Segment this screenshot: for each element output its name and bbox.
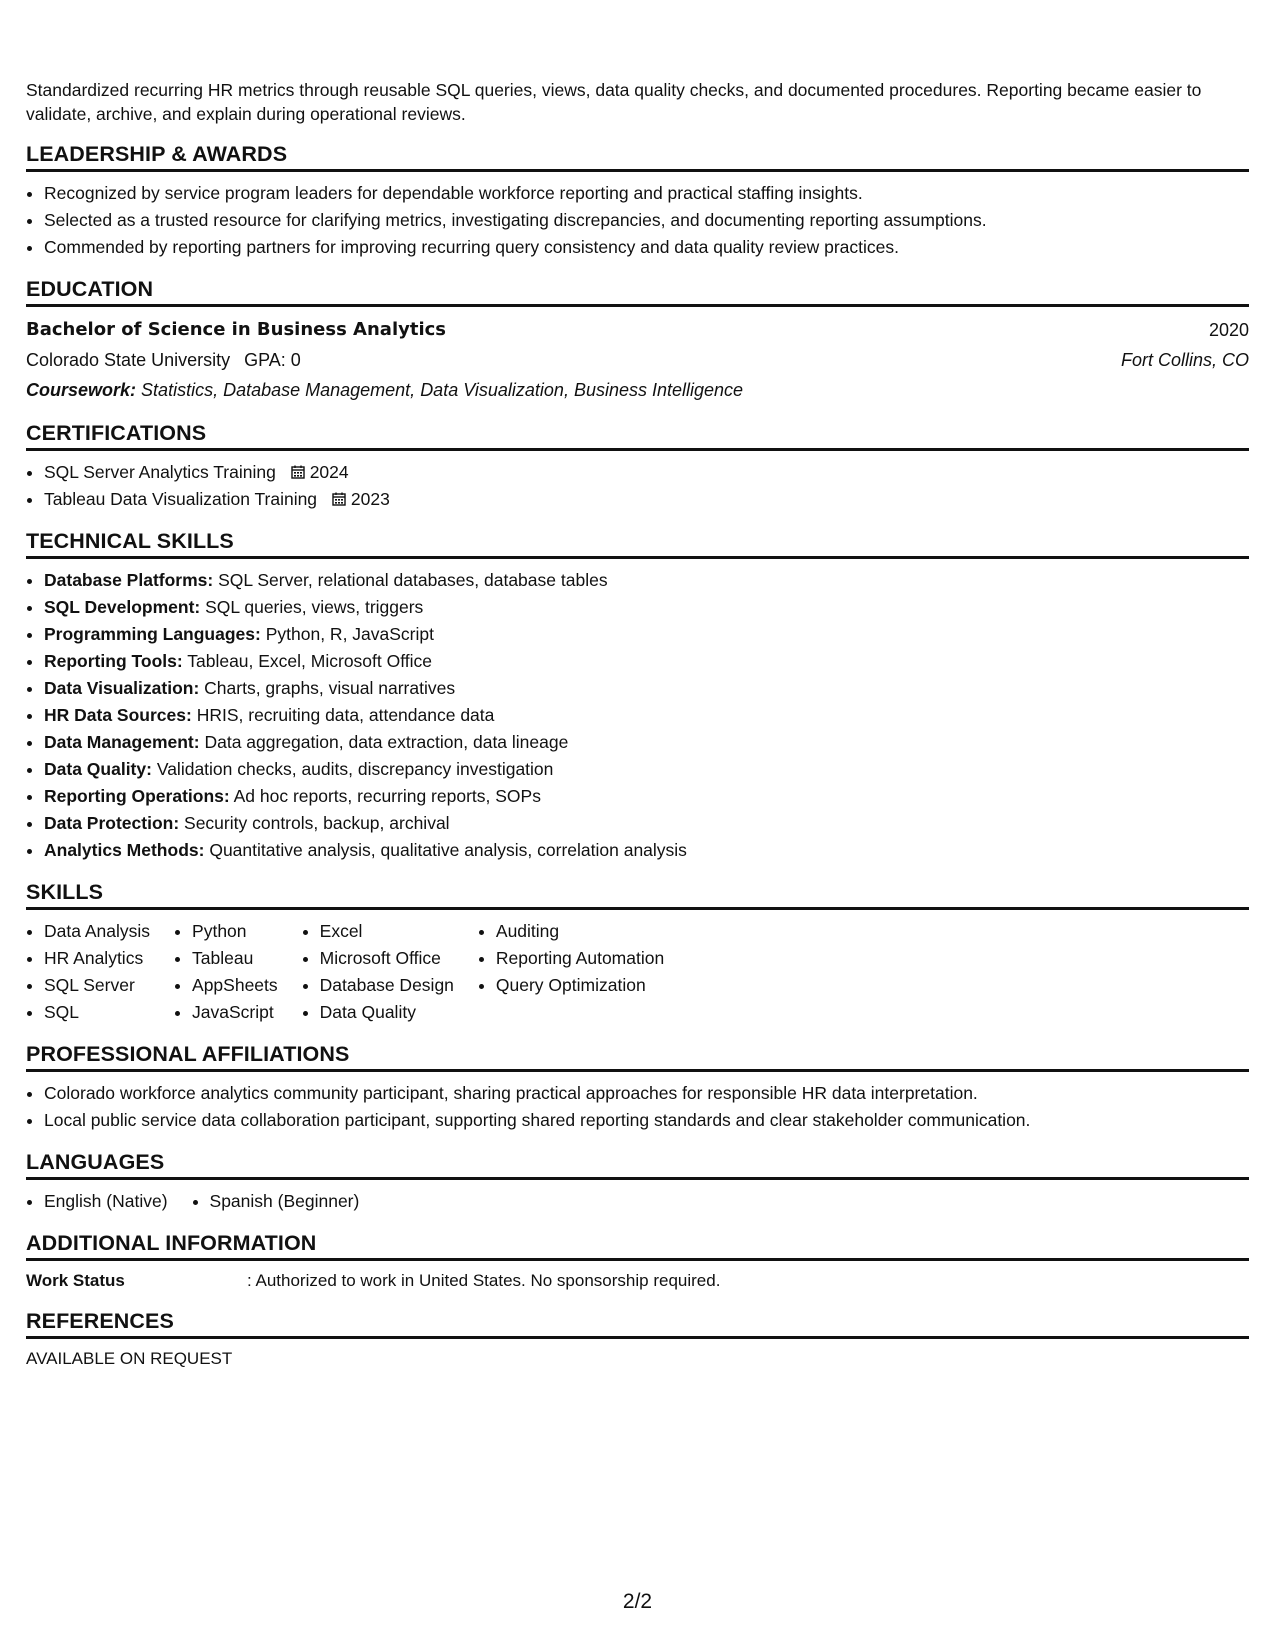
section-title-certifications: CERTIFICATIONS (26, 421, 1249, 451)
certifications-list (26, 459, 1249, 513)
section-title-affiliations: PROFESSIONAL AFFILIATIONS (26, 1042, 1249, 1072)
skill-category: Data Visualization: (44, 678, 200, 698)
work-status-value: : Authorized to work in United States. No sponsorship required. (247, 1271, 721, 1290)
skills-column (302, 918, 454, 1026)
skill-values: HRIS, recruiting data, attendance data (196, 705, 495, 725)
list-item: • Database Design (320, 972, 454, 999)
list-item: • HR Analytics (44, 945, 150, 972)
skill-values: Charts, graphs, visual narratives (204, 678, 456, 698)
graduation-year: 2020 (1208, 320, 1249, 340)
skill-values: Tableau, Excel, Microsoft Office (187, 651, 433, 671)
references-section (26, 1309, 1249, 1369)
resume-page (26, 78, 1249, 1369)
skill-category: Database Platforms: (44, 570, 214, 590)
list-item: • Python (192, 918, 278, 945)
section-title-technical-skills: TECHNICAL SKILLS (26, 529, 1249, 559)
languages-section (26, 1150, 1249, 1215)
certification-year: 2023 (350, 489, 390, 509)
skill-values: SQL Server, relational databases, database tables (218, 570, 608, 590)
list-item: • Selected as a trusted resource for clarifying metrics, investigating discrepancies, and documenting reporting assumptions. (44, 207, 1249, 234)
degree-name: Bachelor of Science in Business Analytics (26, 319, 447, 340)
list-item (44, 459, 1249, 486)
technical-skills-section (26, 529, 1249, 864)
list-item: • SQL Server (44, 972, 150, 999)
skill-category: Programming Languages: (44, 624, 261, 644)
certifications-section (26, 421, 1249, 513)
list-item: • Data Quality (320, 999, 454, 1026)
affiliations-list (26, 1080, 1249, 1134)
list-item: • Spanish (Beginner) (210, 1188, 360, 1215)
skills-column (174, 918, 278, 1026)
list-item: • English (Native) (44, 1188, 168, 1215)
skill-category: Reporting Operations: (44, 786, 230, 806)
list-item (44, 675, 1249, 702)
skills-section (26, 880, 1249, 1026)
gpa: GPA: 0 (244, 350, 301, 370)
school-location: Fort Collins, CO (1120, 350, 1249, 370)
list-item (44, 594, 1249, 621)
list-item: • AppSheets (192, 972, 278, 999)
technical-skills-list (26, 567, 1249, 864)
certification-name: Tableau Data Visualization Training (44, 489, 318, 509)
affiliations-section (26, 1042, 1249, 1134)
school-name: Colorado State University (26, 350, 231, 370)
work-status-label: Work Status (26, 1271, 125, 1290)
list-item (44, 702, 1249, 729)
certification-name: SQL Server Analytics Training (44, 462, 276, 482)
list-item: • JavaScript (192, 999, 278, 1026)
section-title-additional-info: ADDITIONAL INFORMATION (26, 1231, 1249, 1261)
section-title-references: REFERENCES (26, 1309, 1249, 1339)
calendar-icon (332, 492, 346, 506)
list-item (44, 837, 1249, 864)
list-item (44, 648, 1249, 675)
skill-values: Security controls, backup, archival (184, 813, 450, 833)
list-item (44, 756, 1249, 783)
additional-info-section (26, 1231, 1249, 1293)
references-text: AVAILABLE ON REQUEST (26, 1349, 233, 1368)
list-item (44, 621, 1249, 648)
list-item: • SQL (44, 999, 150, 1026)
list-item: • Colorado workforce analytics community participant, sharing practical approaches for responsible HR data interpretation. (44, 1080, 1249, 1107)
list-item: • Query Optimization (496, 972, 664, 999)
certification-year: 2024 (309, 462, 349, 482)
coursework-list: Statistics, Database Management, Data Visualization, Business Intelligence (141, 380, 744, 400)
list-item: • Tableau (192, 945, 278, 972)
education-degree-row (26, 315, 1249, 345)
leadership-section (26, 142, 1249, 261)
list-item (44, 729, 1249, 756)
list-item: • Recognized by service program leaders for dependable workforce reporting and practical staffing insights. (44, 180, 1249, 207)
list-item (44, 486, 1249, 513)
section-title-education: EDUCATION (26, 277, 1249, 307)
leadership-list (26, 180, 1249, 261)
skills-grid (26, 918, 1249, 1026)
work-status-row (26, 1269, 1249, 1293)
education-section (26, 277, 1249, 405)
skills-column (478, 918, 664, 1026)
list-item (44, 810, 1249, 837)
calendar-icon (291, 465, 305, 479)
skill-values: Ad hoc reports, recurring reports, SOPs (233, 786, 541, 806)
skill-values: Validation checks, audits, discrepancy investigation (156, 759, 554, 779)
skill-category: Data Protection: (44, 813, 180, 833)
education-school-row (26, 345, 1249, 375)
skill-category: Analytics Methods: (44, 840, 205, 860)
coursework-label: Coursework: (26, 380, 137, 400)
skill-values: Python, R, JavaScript (265, 624, 434, 644)
experience-summary: Standardized recurring HR metrics through reusable SQL queries, views, data quality checks, and documented procedures. Reporting became easier to validate, archive, and explain during operational reviews. (26, 80, 1202, 124)
skill-values: SQL queries, views, triggers (205, 597, 424, 617)
skill-category: Data Quality: (44, 759, 152, 779)
page-number: 2/2 (622, 1590, 653, 1613)
list-item: • Auditing (496, 918, 664, 945)
languages-column (26, 1188, 168, 1215)
list-item: • Excel (320, 918, 454, 945)
languages-column (192, 1188, 360, 1215)
section-title-skills: SKILLS (26, 880, 1249, 910)
skill-category: Data Management: (44, 732, 200, 752)
education-entry (26, 315, 1249, 405)
section-title-languages: LANGUAGES (26, 1150, 1249, 1180)
list-item (44, 783, 1249, 810)
coursework (26, 375, 1249, 405)
list-item: • Reporting Automation (496, 945, 664, 972)
list-item: • Microsoft Office (320, 945, 454, 972)
skill-category: Reporting Tools: (44, 651, 183, 671)
languages-list (26, 1188, 1249, 1215)
skill-category: HR Data Sources: (44, 705, 192, 725)
list-item: • Commended by reporting partners for improving recurring query consistency and data quality review practices. (44, 234, 1249, 261)
skill-values: Data aggregation, data extraction, data lineage (204, 732, 569, 752)
list-item (44, 567, 1249, 594)
list-item: • Local public service data collaboration participant, supporting shared reporting standards and clear stakeholder communication. (44, 1107, 1249, 1134)
skill-values: Quantitative analysis, qualitative analysis, correlation analysis (209, 840, 687, 860)
skills-column (26, 918, 150, 1026)
skill-category: SQL Development: (44, 597, 201, 617)
section-title-leadership: LEADERSHIP & AWARDS (26, 142, 1249, 172)
list-item: • Data Analysis (44, 918, 150, 945)
